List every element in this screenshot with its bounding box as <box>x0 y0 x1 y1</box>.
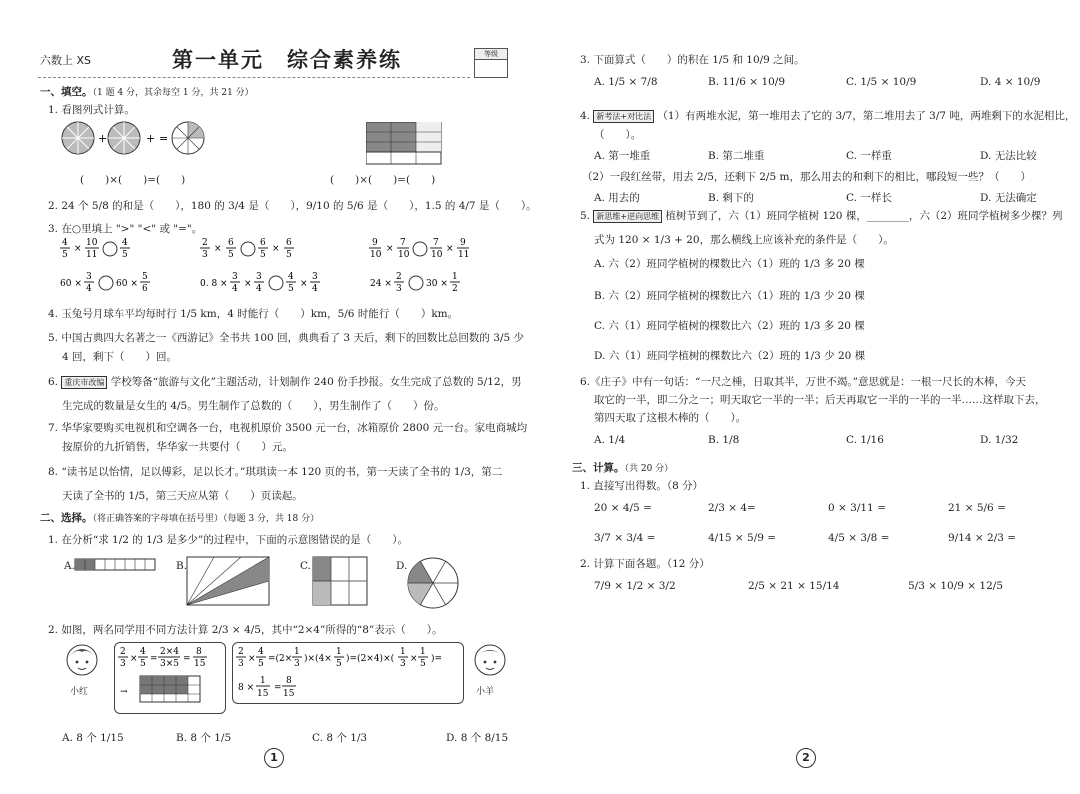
svg-text:6: 6 <box>286 238 292 248</box>
svg-text:2: 2 <box>238 647 244 657</box>
r-q4-opt2-c[interactable]: C. 一样长 <box>846 192 892 204</box>
s2q1-opt-c-label[interactable]: C. <box>300 560 311 572</box>
svg-text:×: × <box>248 654 256 664</box>
svg-text:2: 2 <box>396 272 402 282</box>
svg-text:15: 15 <box>257 689 269 699</box>
r-q6-opt-a[interactable]: A. 1/4 <box>594 434 626 446</box>
q6-tag: 重庆市改编 <box>61 376 107 389</box>
svg-text:15: 15 <box>194 659 206 669</box>
s2q1-opt-d-label[interactable]: D. <box>396 560 408 572</box>
q7-text-b: 按原价的九折销售，华华家一共要付（ ）元。 <box>62 441 293 453</box>
svg-text:10: 10 <box>370 250 382 260</box>
girl-avatar <box>62 640 102 680</box>
r-s3q1-text: 1. 直接写出得数。（8 分） <box>580 480 704 492</box>
r-q5-tag: 新思维+逆向思维 <box>593 210 662 223</box>
calc-1-1[interactable]: 20 × 4/5 = <box>594 502 652 514</box>
r-q4-opt1-b[interactable]: B. 第二堆重 <box>708 150 765 162</box>
calc-big-2[interactable]: 2/5 × 21 × 15/14 <box>748 580 840 592</box>
svg-text:×: × <box>300 279 308 289</box>
q2-text: 2. 24 个 5/8 的和是（ ），180 的 3/4 是（ ），9/10 的 5/6 是（ ），1.5 的 4/7 是（ ）。 <box>48 200 537 212</box>
svg-text:10: 10 <box>86 238 98 248</box>
svg-text:2×4: 2×4 <box>160 647 179 657</box>
svg-text:=: = <box>150 654 158 664</box>
section3-title: 三、计算。 <box>572 462 625 474</box>
svg-text:3: 3 <box>202 250 208 260</box>
svg-text:+: + <box>146 132 156 145</box>
svg-text:5: 5 <box>286 250 292 260</box>
svg-text:)=(2×4)×(: )=(2×4)×( <box>346 654 395 664</box>
q5-text-a: 5. 中国古典四大名著之一《西游记》全书共 100 回，典典看了 3 天后，剩下的回数比总回数的 3/5 少 <box>48 332 524 344</box>
svg-text:1: 1 <box>260 676 266 686</box>
r-q3-opt-d[interactable]: D. 4 × 10/9 <box>980 76 1041 88</box>
svg-text:3: 3 <box>86 272 92 282</box>
svg-text:3: 3 <box>294 659 300 669</box>
svg-text:×: × <box>244 279 252 289</box>
section1-title: 一、填空。 <box>40 86 93 98</box>
q6-text-b: 生完成的数量是女生的 4/5。男生制作了总数的（ ），男生制作了（ ）份。 <box>62 400 445 412</box>
kid2-working <box>236 646 462 702</box>
page-number-1: 1 <box>264 748 284 768</box>
svg-text:4: 4 <box>256 284 262 294</box>
svg-text:3: 3 <box>256 272 262 282</box>
svg-text:5: 5 <box>62 250 68 260</box>
boy-avatar <box>470 640 510 680</box>
svg-text:11: 11 <box>458 250 470 260</box>
svg-text:5: 5 <box>288 284 294 294</box>
r-q4-opt2-d[interactable]: D. 无法确定 <box>980 192 1037 204</box>
svg-text:1: 1 <box>294 647 300 657</box>
s2q1-text: 1. 在分析“求 1/2 的 1/3 是多少”的过程中，下面的示意图错误的是（ ）。 <box>48 534 408 546</box>
q3-compare-figure <box>56 236 496 294</box>
svg-text:5: 5 <box>122 250 128 260</box>
svg-text:2: 2 <box>202 238 208 248</box>
q1-text: 1. 看图列式计算。 <box>48 104 135 116</box>
svg-text:+: + <box>98 132 108 145</box>
r-q6-opt-b[interactable]: B. 1/8 <box>708 434 740 446</box>
calc-2-1[interactable]: 3/7 × 3/4 = <box>594 532 656 544</box>
svg-text:1: 1 <box>452 272 458 282</box>
q6-line-a: 6. 重庆市改编 学校筹备“旅游与文化”主题活动，计划制作 240 份手抄报。女生完成了总数的 5/12，男 <box>48 376 522 388</box>
svg-text:)×(4×: )×(4× <box>304 654 332 664</box>
svg-text:3×5: 3×5 <box>160 659 179 669</box>
svg-text:4: 4 <box>258 647 264 657</box>
section1-heading <box>40 84 254 99</box>
s2q1-opt-b-figure <box>186 556 270 606</box>
svg-text:0. 8 ×: 0. 8 × <box>200 279 228 289</box>
svg-text:1: 1 <box>400 647 406 657</box>
svg-text:=(2×: =(2× <box>268 654 293 664</box>
svg-text:)=: )= <box>431 654 443 664</box>
r-q5-opt-c[interactable]: C. 六（1）班同学植树的棵数比六（2）班的 1/3 多 20 棵 <box>594 320 865 332</box>
svg-text:6: 6 <box>228 238 234 248</box>
r-q4-opt1-c[interactable]: C. 一样重 <box>846 150 892 162</box>
section3-heading <box>572 460 673 475</box>
svg-text:5: 5 <box>260 250 266 260</box>
svg-text:30 ×: 30 × <box>426 279 448 289</box>
svg-text:=: = <box>274 683 282 693</box>
svg-text:10: 10 <box>398 250 410 260</box>
section2-title: 二、选择。 <box>40 512 93 524</box>
svg-text:×: × <box>410 654 418 664</box>
r-q4-tag: 新考法+对比法 <box>593 110 654 123</box>
r-q4-text-a: （1）有两堆水泥，第一堆用去了它的 3/7，第二堆用去了 3/7 吨，两堆剩下的水泥相比， <box>657 110 1076 122</box>
svg-text:6: 6 <box>260 238 266 248</box>
q8-text-b: 天读了全书的 1/5，第三天应从第（ ）页读起。 <box>62 490 303 502</box>
section3-note: （共 20 分） <box>624 464 674 474</box>
svg-text:4: 4 <box>62 238 68 248</box>
svg-text:7: 7 <box>433 238 439 248</box>
svg-text:3: 3 <box>238 659 244 669</box>
svg-text:×: × <box>130 654 138 664</box>
svg-text:4: 4 <box>86 284 92 294</box>
svg-text:7: 7 <box>400 238 406 248</box>
calc-2-2[interactable]: 4/15 × 5/9 = <box>708 532 777 544</box>
r-q6-text-a: 6.《庄子》中有一句话：“一尺之棰，日取其半，万世不竭。”意思就是：一根一尺长的木棒，今天 <box>580 376 1027 388</box>
q1-blank-a[interactable]: ( )×( )=( ) <box>80 174 186 186</box>
svg-text:×: × <box>386 244 394 254</box>
q4-text: 4. 玉兔号月球车平均每时行 1/5 km，4 时能行（ ）km，5/6 时能行（ ）km。 <box>48 308 459 320</box>
r-q4-text-c: （2）一段红丝带，用去 2/5，还剩下 2/5 m，那么用去的和剩下的相比，哪段短一些？（ ） <box>582 171 1031 183</box>
grade-box <box>474 48 508 78</box>
q3-text: 3. 在○里填上 ">" "<" 或 "="。 <box>48 223 203 235</box>
compare-row-1 <box>60 238 469 260</box>
grade-box-label: 等级 <box>475 49 507 60</box>
q1-pie-figure <box>60 120 210 156</box>
r-q5-opt-d[interactable]: D. 六（1）班同学植树的棵数比六（2）班的 1/3 少 20 棵 <box>594 350 866 362</box>
r-q5-line-a: 5. 新思维+逆向思维 植树节到了，六（1）班同学植树 120 棵，________，六（2）班同学植树多少棵？列 <box>580 210 1063 222</box>
svg-text:=: = <box>159 132 169 145</box>
svg-text:4: 4 <box>288 272 294 282</box>
r-q4-opt1-d[interactable]: D. 无法比较 <box>980 150 1037 162</box>
kid1-working <box>118 646 224 710</box>
r-q4-opt1-a[interactable]: A. 第一堆重 <box>594 150 651 162</box>
r-q5-opt-a[interactable]: A. 六（2）班同学植树的棵数比六（1）班的 1/3 多 20 棵 <box>594 258 865 270</box>
svg-text:4: 4 <box>122 238 128 248</box>
svg-text:1: 1 <box>336 647 342 657</box>
svg-text:11: 11 <box>86 250 98 260</box>
s2q1-opt-a-figure <box>74 558 156 572</box>
svg-text:3: 3 <box>312 272 318 282</box>
header-divider <box>38 77 470 78</box>
svg-text:5: 5 <box>420 659 426 669</box>
r-q6-text-c: 第四天取了这根木棒的（ ）。 <box>594 412 747 424</box>
calc-2-4[interactable]: 9/14 × 2/3 = <box>948 532 1017 544</box>
s2q2-opt-a[interactable]: A. 8 个 1/15 <box>62 732 124 744</box>
section1-note: （1 题 4 分，其余每空 1 分，共 21 分） <box>92 88 254 98</box>
svg-text:2: 2 <box>452 284 458 294</box>
svg-text:8: 8 <box>196 647 202 657</box>
s2q1-opt-d-figure <box>406 556 460 610</box>
r-q4-text-b: （ ）。 <box>594 129 642 141</box>
calc-big-1[interactable]: 7/9 × 1/2 × 3/2 <box>594 580 676 592</box>
svg-text:8: 8 <box>286 676 292 686</box>
svg-text:24 ×: 24 × <box>370 279 392 289</box>
svg-text:5: 5 <box>228 250 234 260</box>
r-q5-text-a: 植树节到了，六（1）班同学植树 120 棵，________，六（2）班同学植树多少棵？列 <box>665 210 1063 222</box>
kid2-label: 小羊 <box>476 687 495 697</box>
s2q1-opt-c-figure <box>312 556 368 606</box>
r-q4-line-a: 4. 新考法+对比法 （1）有两堆水泥，第一堆用去了它的 3/7，第二堆用去了 3/7 吨，两堆剩下的水泥相比， <box>580 110 1076 122</box>
svg-text:9: 9 <box>460 238 466 248</box>
svg-text:60 ×: 60 × <box>60 279 82 289</box>
grade-label: 六数上 XS <box>40 54 92 67</box>
calc-big-3[interactable]: 5/3 × 10/9 × 12/5 <box>908 580 1004 592</box>
svg-text:5: 5 <box>140 659 146 669</box>
q5-text-b: 4 回，剩下（ ）回。 <box>62 351 178 363</box>
svg-text:15: 15 <box>283 689 295 699</box>
calc-1-4[interactable]: 21 × 5/6 = <box>948 502 1006 514</box>
svg-text:4: 4 <box>312 284 318 294</box>
svg-text:2: 2 <box>120 647 126 657</box>
r-q6-text-b: 取它的一半，即二分之一；明天取它一半的一半；后天再取它一半的一半的一半……这样取下去， <box>594 394 1046 406</box>
svg-text:×: × <box>74 244 82 254</box>
s2q1-opt-a-label[interactable]: A. <box>64 560 75 572</box>
svg-text:=: = <box>183 654 191 664</box>
svg-text:4: 4 <box>232 284 238 294</box>
svg-text:×: × <box>214 244 222 254</box>
r-q4-opt2-b[interactable]: B. 剩下的 <box>708 192 754 204</box>
svg-text:3: 3 <box>120 659 126 669</box>
svg-text:5: 5 <box>142 272 148 282</box>
s2q2-text: 2. 如图，两名同学用不同方法计算 2/3 × 4/5，其中“2×4”所得的“8”表示（ ）。 <box>48 624 443 636</box>
calc-2-3[interactable]: 4/5 × 3/8 = <box>828 532 890 544</box>
svg-text:9: 9 <box>372 238 378 248</box>
s2q2-opt-d[interactable]: D. 8 个 8/15 <box>446 732 509 744</box>
page-number-2: 2 <box>796 748 816 768</box>
s2q2-opt-c[interactable]: C. 8 个 1/3 <box>312 732 368 744</box>
r-q6-opt-d[interactable]: D. 1/32 <box>980 434 1019 446</box>
svg-text:3: 3 <box>232 272 238 282</box>
kid1-label: 小红 <box>70 687 89 697</box>
section2-note: （将正确答案的字母填在括号里）（每题 3 分，共 18 分） <box>92 514 320 524</box>
svg-text:×: × <box>446 244 454 254</box>
r-q3-opt-b[interactable]: B. 11/6 × 10/9 <box>708 76 786 88</box>
svg-text:4: 4 <box>140 647 146 657</box>
calc-1-2[interactable]: 2/3 × 4= <box>708 502 756 514</box>
compare-row-2 <box>60 272 460 294</box>
svg-text:→: → <box>120 687 128 697</box>
svg-text:5: 5 <box>336 659 342 669</box>
svg-text:10: 10 <box>431 250 443 260</box>
s2q1-opt-b-label[interactable]: B. <box>176 560 188 572</box>
r-q3-text: 3. 下面算式（ ）的积在 1/5 和 10/9 之间。 <box>580 54 805 66</box>
r-q4-opt2-a[interactable]: A. 用去的 <box>594 192 640 204</box>
page-title: 第一单元 综合素养练 <box>172 47 402 72</box>
svg-text:5: 5 <box>258 659 264 669</box>
q8-text-a: 8. “读书足以怡情，足以傅彩，足以长才。”琪琪读一本 120 页的书，第一天读了全书的 1/3，第二 <box>48 466 503 478</box>
q6-text-a: 学校筹备“旅游与文化”主题活动，计划制作 240 份手抄报。女生完成了总数的 5/12，男 <box>110 376 522 388</box>
r-q3-opt-a[interactable]: A. 1/5 × 7/8 <box>594 76 658 88</box>
q1-blank-b[interactable]: ( )×( )=( ) <box>330 174 436 186</box>
calc-1-3[interactable]: 0 × 3/11 = <box>828 502 886 514</box>
svg-text:1: 1 <box>420 647 426 657</box>
svg-text:3: 3 <box>396 284 402 294</box>
q1-grid-figure <box>366 122 442 166</box>
r-q3-opt-c[interactable]: C. 1/5 × 10/9 <box>846 76 917 88</box>
svg-text:×: × <box>272 244 280 254</box>
r-s3q2-text: 2. 计算下面各题。（12 分） <box>580 558 710 570</box>
svg-text:3: 3 <box>400 659 406 669</box>
q7-text-a: 7. 华华家要购买电视机和空调各一台，电视机原价 3500 元一台，冰箱原价 2800 元一台。家电商城均 <box>48 422 528 434</box>
r-q5-opt-b[interactable]: B. 六（2）班同学植树的棵数比六（1）班的 1/3 少 20 棵 <box>594 290 865 302</box>
r-q5-text-b: 式为 120 × 1/3 + 20，那么横线上应该补充的条件是（ ）。 <box>594 234 894 246</box>
section2-heading <box>40 510 319 525</box>
svg-text:60 ×: 60 × <box>116 279 138 289</box>
svg-text:8 ×: 8 × <box>238 683 255 693</box>
svg-text:6: 6 <box>142 284 148 294</box>
s2q2-opt-b[interactable]: B. 8 个 1/5 <box>176 732 232 744</box>
r-q6-opt-c[interactable]: C. 1/16 <box>846 434 884 446</box>
